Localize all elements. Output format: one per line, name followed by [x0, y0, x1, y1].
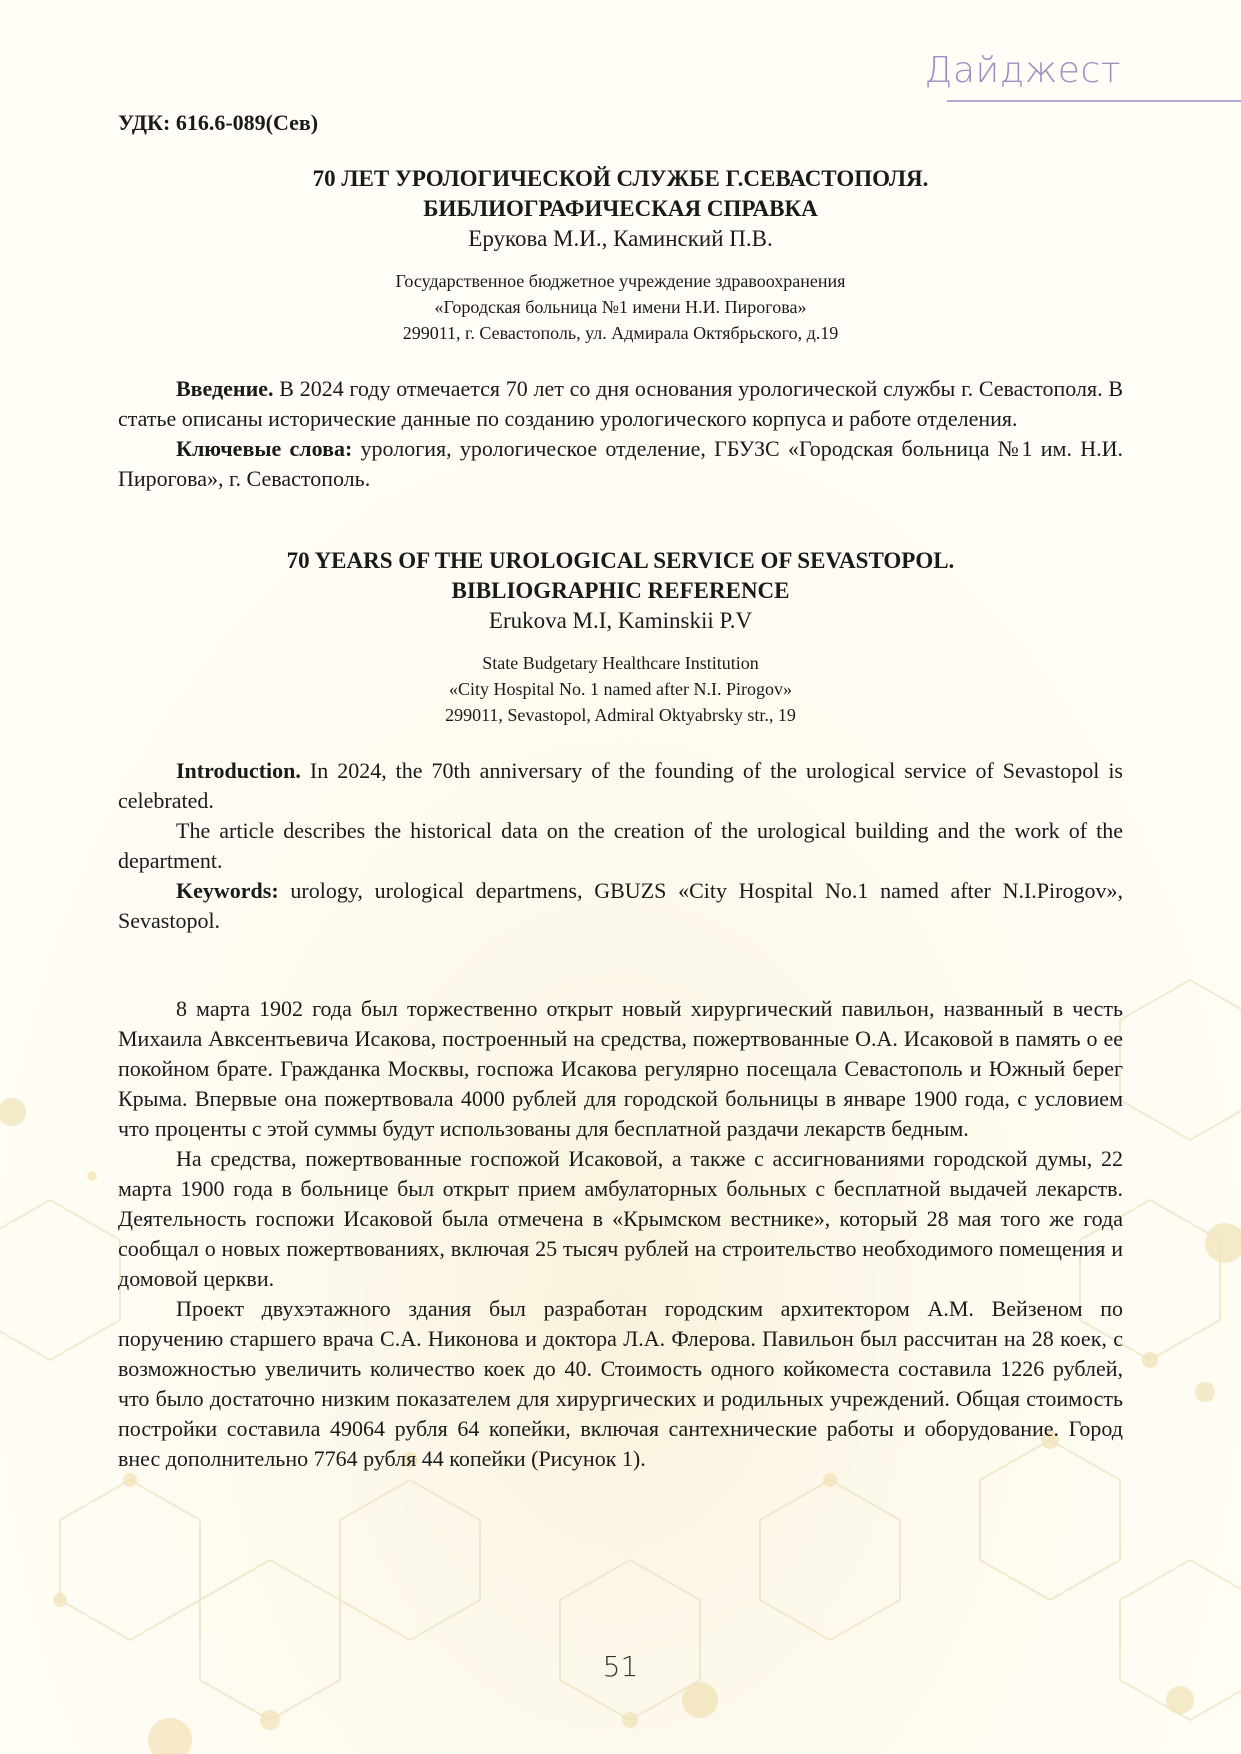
en-affil-line1: State Budgetary Healthcare Institution [482, 653, 759, 673]
ru-keywords-text: урология, урологическое отделение, ГБУЗС «Городская больница №1 им. Н.И. Пирогова», г. Севастополь. [118, 436, 1123, 491]
ru-title-line1: 70 ЛЕТ УРОЛОГИЧЕСКОЙ СЛУЖБЕ Г.СЕВАСТОПОЛЯ. [312, 166, 929, 191]
ru-affil-line1: Государственное бюджетное учреждение здравоохранения [395, 271, 846, 291]
en-article-description: The article describes the historical data on the creation of the urological building and the work of the department. [118, 818, 1123, 873]
udk-code: УДК: 616.6-089(Сев) [118, 110, 319, 135]
en-affil-line2: «City Hospital No. 1 named after N.I. Pirogov» [449, 679, 792, 699]
en-title-line2: BIBLIOGRAPHIC REFERENCE [451, 578, 790, 603]
ru-intro-text: В 2024 году отмечается 70 лет со дня основания урологической службы г. Севастополя. В статье описаны исторические данные по созданию урологического корпуса и работе отделения. [118, 376, 1123, 431]
page-number: 51 [602, 1650, 639, 1683]
en-authors: Erukova M.I, Kaminskii P.V [488, 608, 753, 633]
article [118, 110, 1123, 1474]
en-abstract [118, 756, 1123, 936]
ru-keywords-label: Ключевые слова: [176, 436, 353, 461]
body-paragraph-2: На средства, пожертвованные госпожой Исаковой, а также с ассигнованиями городской думы, 22 марта 1900 года в больнице был открыт прием амбулаторных больных с бесплатной выдачей лекарств. Деятельность госпожи Исаковой была отмечена в «Крымском вестнике», который 28 мая того же года сообщал о новых пожертвованиях, включая 25 тысяч рублей на строительство необходимого помещения и домовой церкви. [118, 1146, 1123, 1291]
en-title-line1: 70 YEARS OF THE UROLOGICAL SERVICE OF SEVASTOPOL. [286, 548, 955, 573]
en-keywords [118, 876, 1123, 936]
ru-affil-line3: 299011, г. Севастополь, ул. Адмирала Октябрьского, д.19 [402, 323, 839, 343]
en-keywords-label: Keywords: [176, 878, 279, 903]
en-intro-text: In 2024, the 70th anniversary of the founding of the urological service of Sevastopol is celebrated. [118, 758, 1123, 813]
ru-header [118, 164, 1123, 346]
en-affil-line3: 299011, Sevastopol, Admiral Oktyabrsky str., 19 [445, 705, 796, 725]
article-body [118, 994, 1123, 1474]
en-intro-label: Introduction. [176, 758, 301, 783]
ru-intro-label: Введение. [176, 376, 274, 401]
section-label: Дайджест [924, 50, 1121, 91]
ru-authors: Ерукова М.И., Каминский П.В. [468, 226, 773, 251]
en-affiliation [118, 650, 1123, 728]
ru-title-line2: БИБЛИОГРАФИЧЕСКАЯ СПРАВКА [423, 196, 818, 221]
body-paragraph-1: 8 марта 1902 года был торжественно открыт новый хирургический павильон, названный в честь Михаила Авксентьевича Исакова, построенный на средства, пожертвованные О.А. Исаковой в память о ее покойном брате. Гражданка Москвы, госпожа Исакова регулярно посещала Севастополь и Южный берег Крыма. Впервые она пожертвовала 4000 рублей для городской больницы в январе 1900 года, с условием что проценты с этой суммы будут использованы для бесплатной раздачи лекарств бедным. [118, 996, 1123, 1141]
ru-affiliation [118, 268, 1123, 346]
section-divider [947, 100, 1241, 102]
body-paragraph-3: Проект двухэтажного здания был разработан городским архитектором А.М. Вейзеном по поручению старшего врача С.А. Никонова и доктора Л.А. Флерова. Павильон был рассчитан на 28 коек, с возможностью увеличить количество коек до 40. Стоимость одного койкоместа составила 1226 рублей, что было достаточно низким показателем для хирургических и родильных учреждений. Общая стоимость постройки составила 49064 рубля 64 копейки, включая сантехнические работы и оборудование. Город внес дополнительно 7764 рубля 44 копейки (Рисунок 1). [118, 1296, 1123, 1471]
ru-affil-line2: «Городская больница №1 имени Н.И. Пирогова» [434, 297, 807, 317]
ru-abstract [118, 374, 1123, 494]
en-header [118, 546, 1123, 728]
en-keywords-text: urology, urological departmens, GBUZS «City Hospital No.1 named after N.I.Pirogov», Sevastopol. [118, 878, 1123, 933]
ru-intro [118, 374, 1123, 434]
ru-keywords [118, 434, 1123, 494]
en-intro [118, 756, 1123, 816]
